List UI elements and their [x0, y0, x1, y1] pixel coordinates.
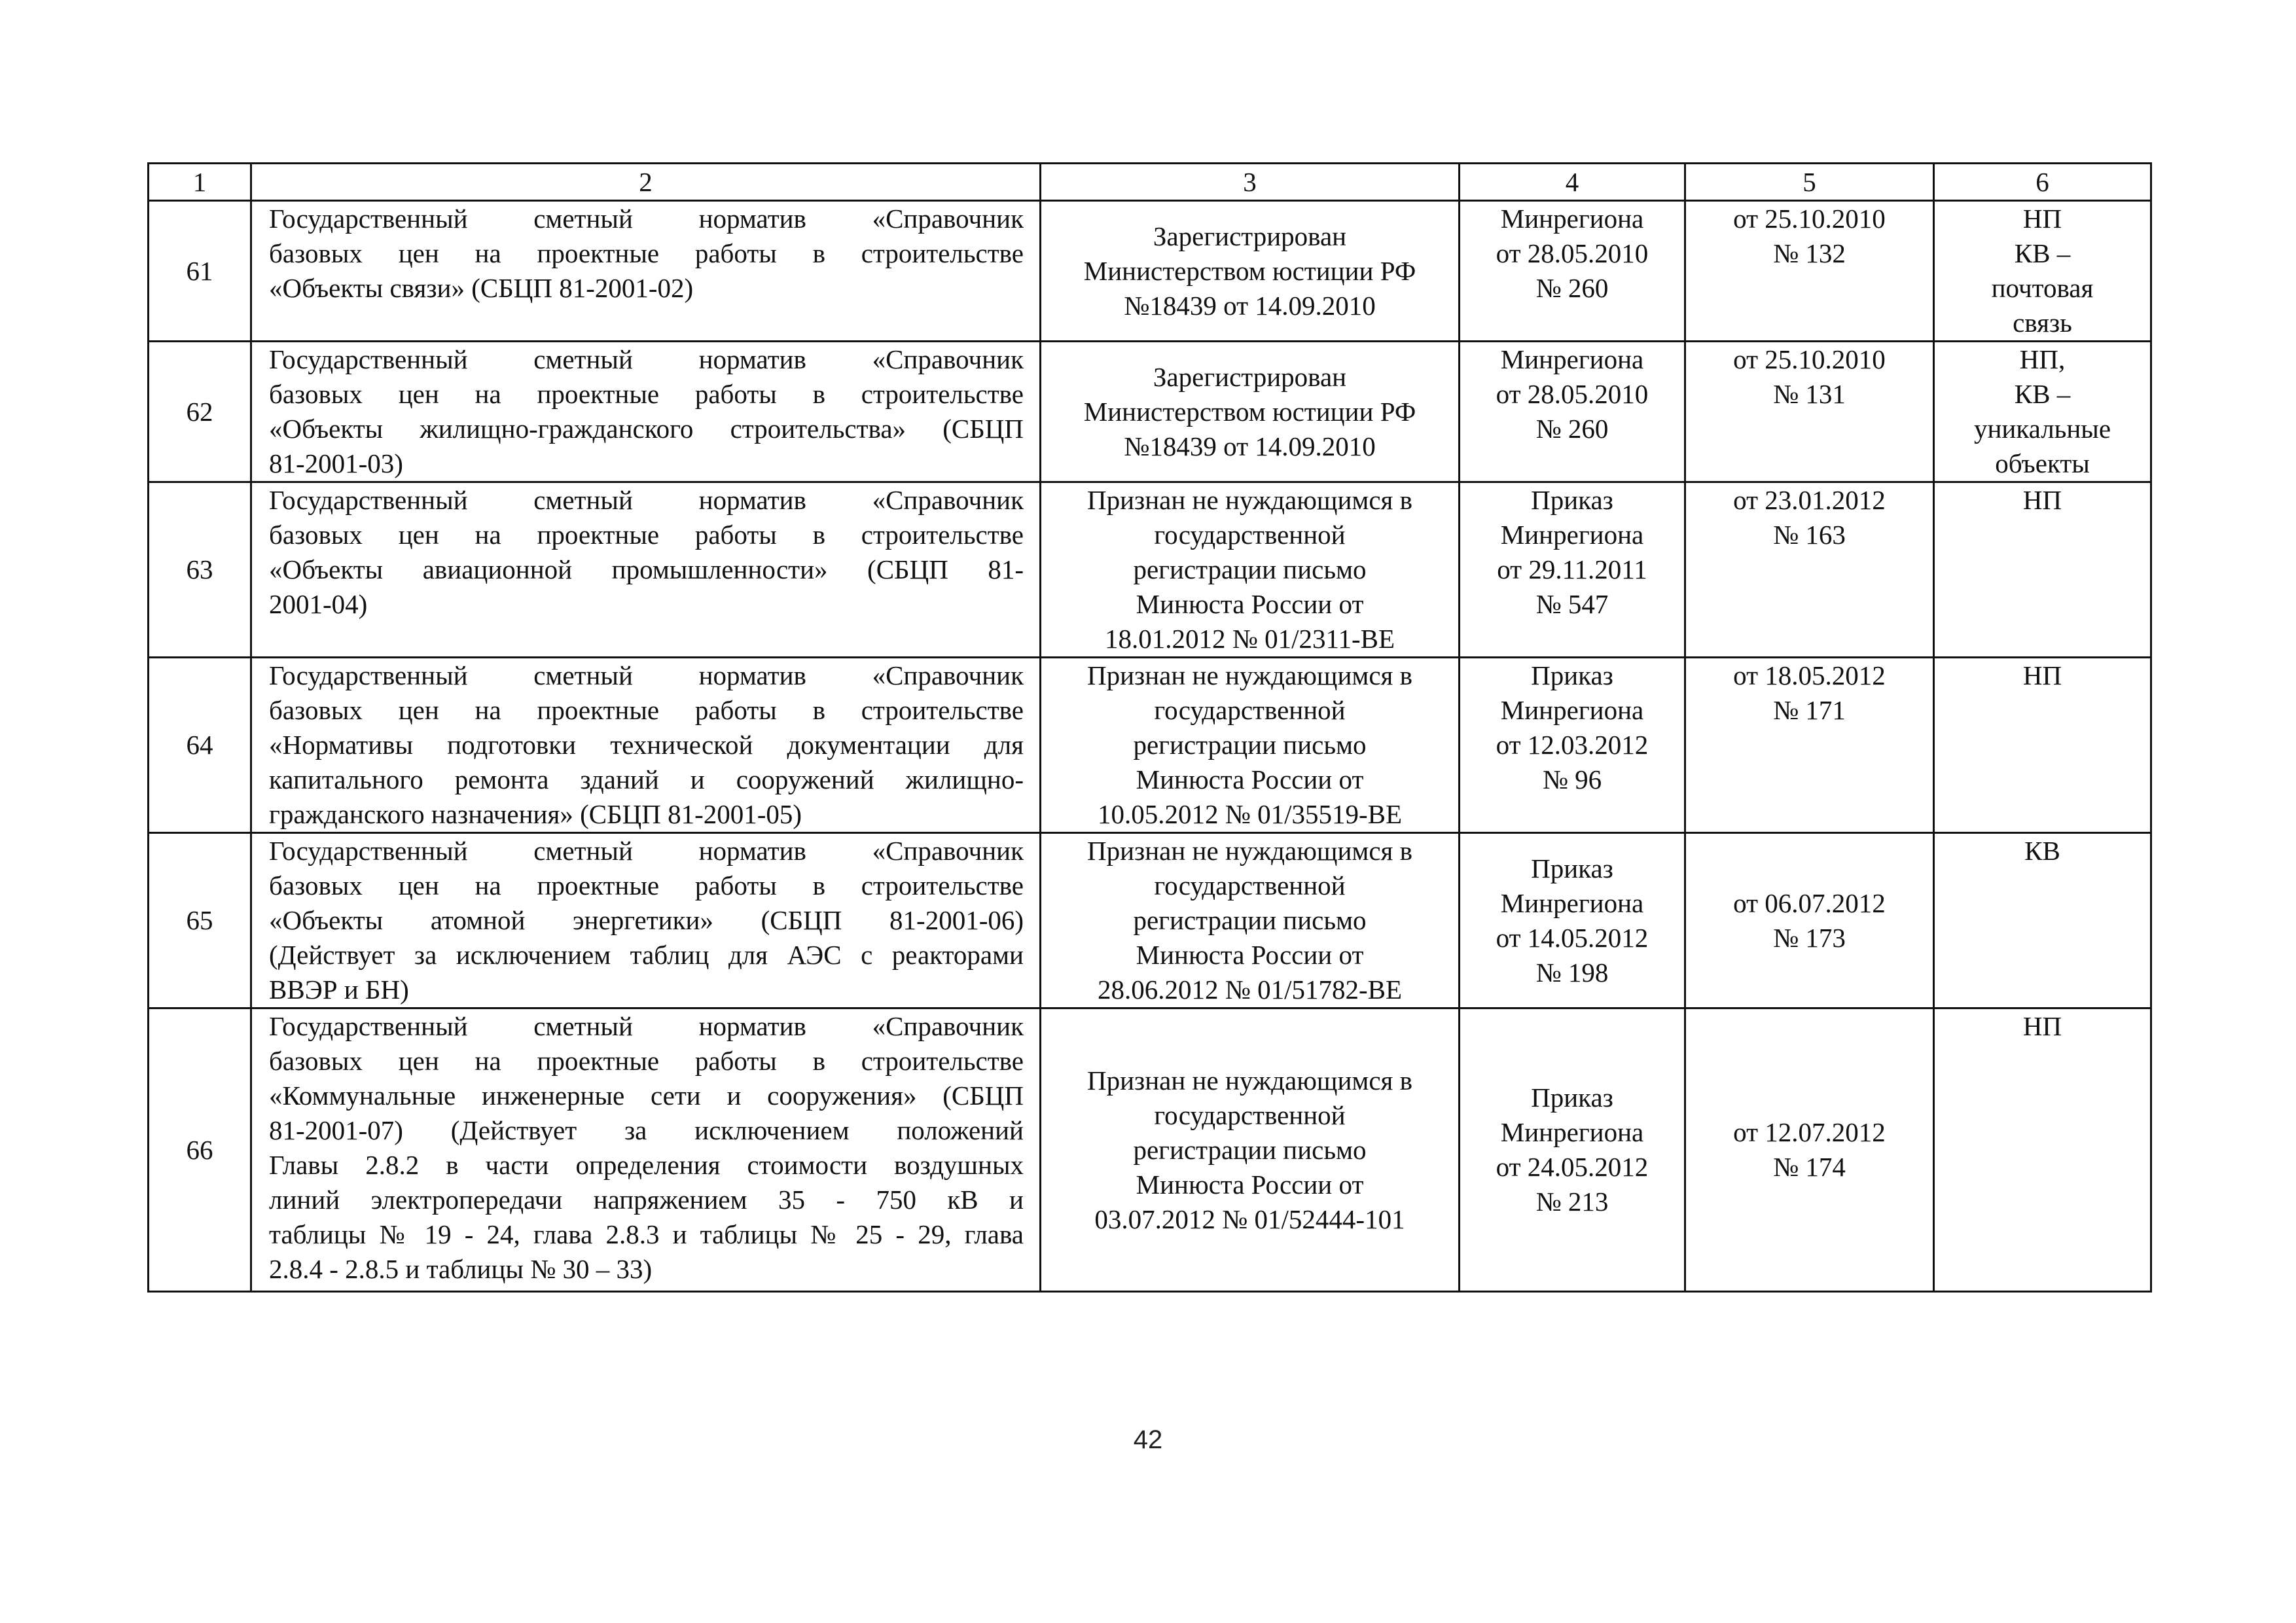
- text-line: регистрации письмо: [1133, 1134, 1367, 1165]
- text-line: НП: [2022, 204, 2062, 234]
- text-line: базовых цен на проектные работы в строительстве: [269, 695, 1024, 725]
- scope-note: [1934, 482, 2151, 658]
- row-number: 66: [149, 1008, 251, 1292]
- text-line: от 25.10.2010: [1733, 204, 1886, 234]
- norm-name: [251, 833, 1041, 1008]
- effective-date: [1685, 833, 1934, 1008]
- text-line: регистрации письмо: [1133, 905, 1367, 935]
- table-row: [149, 482, 2151, 658]
- text-line: уникальные: [1973, 414, 2111, 444]
- scope-note: [1934, 658, 2151, 833]
- row-number: 63: [149, 482, 251, 658]
- text-line: базовых цен на проектные работы в строительстве: [269, 379, 1024, 409]
- text-line: Минрегиона: [1500, 344, 1644, 374]
- norm-name: [251, 1008, 1041, 1292]
- approval-order: [1460, 1008, 1685, 1292]
- table-row: [149, 658, 2151, 833]
- text-line: № 96: [1542, 764, 1602, 794]
- text-line: Государственный сметный норматив «Справочник: [269, 344, 1024, 374]
- text-line: «Объекты авиационной промышленности» (СБЦП 81-: [269, 554, 1024, 584]
- text-line: 03.07.2012 № 01/52444-101: [1094, 1204, 1405, 1234]
- text-line: от 06.07.2012: [1733, 887, 1886, 918]
- text-line: № 198: [1535, 957, 1609, 988]
- text-line: государственной: [1154, 520, 1346, 550]
- text-line: Приказ: [1531, 853, 1613, 883]
- registration-status: [1041, 482, 1460, 658]
- column-header: 1: [149, 164, 251, 201]
- page-number: 42: [1133, 1425, 1163, 1454]
- text-line: НП: [2022, 1011, 2062, 1041]
- table-row: [149, 833, 2151, 1008]
- scope-note: [1934, 1008, 2151, 1292]
- text-line: № 173: [1773, 922, 1846, 953]
- text-line: базовых цен на проектные работы в строительстве: [269, 1046, 1024, 1076]
- text-line: от 14.05.2012: [1496, 922, 1649, 953]
- text-line: линий электропередачи напряжением 35 - 750 кВ и: [269, 1185, 1024, 1215]
- row-number: 62: [149, 342, 251, 482]
- registration-status: [1041, 658, 1460, 833]
- text-line: Приказ: [1531, 1082, 1613, 1113]
- text-line: Государственный сметный норматив «Справочник: [269, 1011, 1024, 1041]
- text-line: КВ –: [2014, 379, 2071, 409]
- text-line: государственной: [1154, 695, 1346, 725]
- text-line: «Объекты атомной энергетики» (СБЦП 81-2001-06): [269, 905, 1024, 935]
- approval-order: [1460, 833, 1685, 1008]
- text-line: Зарегистрирован: [1153, 361, 1347, 392]
- text-line: от 24.05.2012: [1496, 1152, 1649, 1182]
- text-line: № 174: [1773, 1152, 1846, 1182]
- text-line: от 18.05.2012: [1733, 660, 1886, 690]
- text-line: капитального ремонта зданий и сооружений жилищно-: [269, 764, 1024, 794]
- text-line: № 260: [1535, 414, 1609, 444]
- effective-date: [1685, 482, 1934, 658]
- regulations-table: [147, 162, 2152, 1293]
- text-line: Министерством юстиции РФ: [1083, 255, 1416, 286]
- text-line: 18.01.2012 № 01/2311-ВЕ: [1104, 624, 1395, 654]
- text-line: 81-2001-07) (Действует за исключением положений: [269, 1115, 1024, 1145]
- text-line: от 28.05.2010: [1496, 379, 1649, 409]
- approval-order: [1460, 482, 1685, 658]
- scope-note: [1934, 342, 2151, 482]
- registration-status: [1041, 201, 1460, 342]
- text-line: Министерством юстиции РФ: [1083, 396, 1416, 427]
- column-header: 6: [1934, 164, 2151, 201]
- text-line: почтовая: [1991, 273, 2094, 303]
- norm-name: [251, 658, 1041, 833]
- text-line: Государственный сметный норматив «Справочник: [269, 204, 1024, 234]
- effective-date: [1685, 658, 1934, 833]
- text-line: Минрегиона: [1500, 887, 1644, 918]
- effective-date: [1685, 342, 1934, 482]
- row-number: 65: [149, 833, 251, 1008]
- text-line: 2.8.4 - 2.8.5 и таблицы № 30 – 33): [269, 1254, 653, 1284]
- registration-status: [1041, 833, 1460, 1008]
- text-line: Минрегиона: [1500, 1117, 1644, 1147]
- text-line: 10.05.2012 № 01/35519-ВЕ: [1097, 799, 1403, 829]
- text-line: № 131: [1773, 379, 1846, 409]
- text-line: Признан не нуждающимся в: [1086, 1065, 1412, 1096]
- text-line: Приказ: [1531, 485, 1613, 515]
- approval-order: [1460, 658, 1685, 833]
- text-line: № 547: [1535, 589, 1609, 619]
- text-line: № 260: [1535, 273, 1609, 303]
- text-line: «Нормативы подготовки технической документации для: [269, 730, 1024, 760]
- text-line: Минрегиона: [1500, 204, 1644, 234]
- text-line: регистрации письмо: [1133, 730, 1367, 760]
- text-line: Минюста России от: [1136, 940, 1364, 970]
- text-line: от 12.03.2012: [1496, 730, 1649, 760]
- text-line: базовых цен на проектные работы в строительстве: [269, 870, 1024, 901]
- text-line: Государственный сметный норматив «Справочник: [269, 485, 1024, 515]
- effective-date: [1685, 201, 1934, 342]
- column-header: 5: [1685, 164, 1934, 201]
- text-line: от 12.07.2012: [1733, 1117, 1886, 1147]
- text-line: № 213: [1535, 1186, 1609, 1217]
- text-line: № 171: [1773, 695, 1846, 725]
- text-line: Минюста России от: [1136, 589, 1364, 619]
- column-header: 3: [1041, 164, 1460, 201]
- text-line: Минюста России от: [1136, 764, 1364, 794]
- table-row: [149, 201, 2151, 342]
- text-line: НП,: [2019, 344, 2066, 374]
- table-row: [149, 342, 2151, 482]
- registration-status: [1041, 1008, 1460, 1292]
- text-line: объекты: [1995, 448, 2090, 478]
- text-line: Государственный сметный норматив «Справочник: [269, 836, 1024, 866]
- text-line: государственной: [1154, 870, 1346, 901]
- text-line: Минрегиона: [1500, 695, 1644, 725]
- norm-name: [251, 342, 1041, 482]
- text-line: таблицы № 19 - 24, глава 2.8.3 и таблицы № 25 - 29, глава: [269, 1219, 1024, 1249]
- approval-order: [1460, 201, 1685, 342]
- text-line: 81-2001-03): [269, 448, 403, 478]
- text-line: государственной: [1154, 1099, 1346, 1130]
- text-line: № 163: [1773, 520, 1846, 550]
- scope-note: [1934, 833, 2151, 1008]
- text-line: Главы 2.8.2 в части определения стоимости воздушных: [269, 1150, 1024, 1180]
- registration-status: [1041, 342, 1460, 482]
- scope-note: [1934, 201, 2151, 342]
- text-line: Минрегиона: [1500, 520, 1644, 550]
- text-line: от 29.11.2011: [1497, 554, 1647, 584]
- text-line: от 28.05.2010: [1496, 238, 1649, 268]
- text-line: №18439 от 14.09.2010: [1124, 431, 1376, 461]
- row-number: 64: [149, 658, 251, 833]
- text-line: НП: [2022, 660, 2062, 690]
- row-number: 61: [149, 201, 251, 342]
- text-line: регистрации письмо: [1133, 554, 1367, 584]
- table-header-row: [149, 164, 2151, 201]
- text-line: «Объекты жилищно-гражданского строительства» (СБЦП: [269, 414, 1024, 444]
- text-line: КВ –: [2014, 238, 2071, 268]
- text-line: (Действует за исключением таблиц для АЭС с реакторами: [269, 940, 1024, 970]
- text-line: Государственный сметный норматив «Справочник: [269, 660, 1024, 690]
- text-line: связь: [2013, 308, 2072, 338]
- text-line: НП: [2022, 485, 2062, 515]
- text-line: 28.06.2012 № 01/51782-ВЕ: [1097, 974, 1403, 1005]
- text-line: Признан не нуждающимся в: [1086, 836, 1412, 866]
- text-line: Зарегистрирован: [1153, 221, 1347, 251]
- text-line: КВ: [2024, 836, 2060, 866]
- approval-order: [1460, 342, 1685, 482]
- text-line: ВВЭР и БН): [269, 974, 409, 1005]
- text-line: Приказ: [1531, 660, 1613, 690]
- text-line: базовых цен на проектные работы в строительстве: [269, 520, 1024, 550]
- table-row: [149, 1008, 2151, 1292]
- text-line: от 25.10.2010: [1733, 344, 1886, 374]
- column-header: 4: [1460, 164, 1685, 201]
- text-line: базовых цен на проектные работы в строительстве: [269, 238, 1024, 268]
- text-line: «Коммунальные инженерные сети и сооружения» (СБЦП: [269, 1080, 1024, 1111]
- text-line: 2001-04): [269, 589, 368, 619]
- norm-name: [251, 482, 1041, 658]
- text-line: Признан не нуждающимся в: [1086, 660, 1412, 690]
- text-line: Минюста России от: [1136, 1169, 1364, 1200]
- effective-date: [1685, 1008, 1934, 1292]
- column-header: 2: [251, 164, 1041, 201]
- norm-name: [251, 201, 1041, 342]
- text-line: Признан не нуждающимся в: [1086, 485, 1412, 515]
- text-line: гражданского назначения» (СБЦП 81-2001-05): [269, 799, 802, 829]
- text-line: «Объекты связи» (СБЦП 81-2001-02): [269, 273, 694, 303]
- text-line: от 23.01.2012: [1733, 485, 1886, 515]
- text-line: № 132: [1773, 238, 1846, 268]
- text-line: №18439 от 14.09.2010: [1124, 290, 1376, 321]
